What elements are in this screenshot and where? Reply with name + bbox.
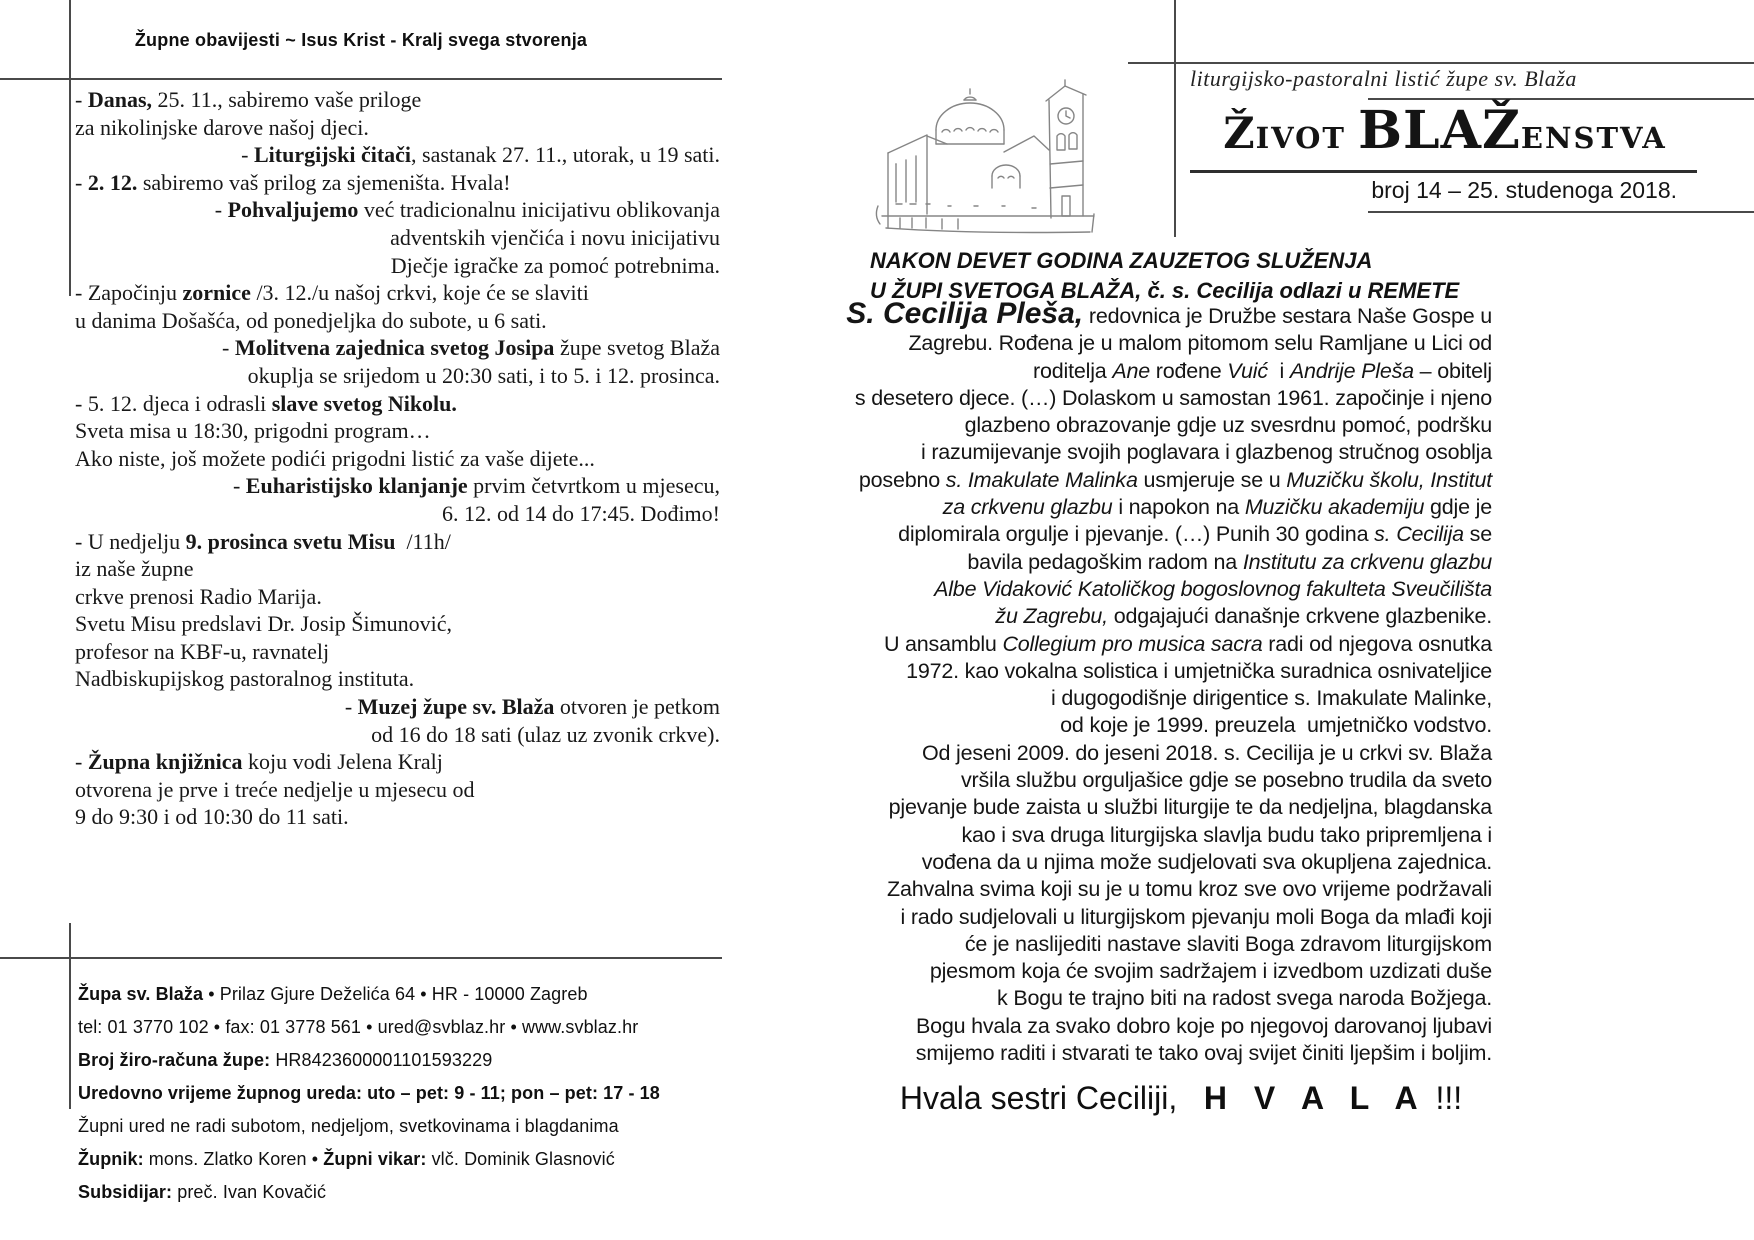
text-line — [870, 246, 1530, 276]
text-segment: Župa sv. Blaža — [78, 984, 204, 1004]
text-segment: !!! — [1426, 1080, 1463, 1116]
text-segment: Nadbiskupijskog pastoralnog instituta. — [75, 666, 415, 692]
text-line — [790, 576, 1492, 603]
text-line — [790, 685, 1492, 712]
text-line — [870, 1076, 1492, 1120]
article-body — [790, 297, 1492, 1067]
text-line — [790, 794, 1492, 821]
text-segment: roditelja — [1033, 358, 1113, 383]
text-segment: Zahvalna svima koji su je u tomu kroz sve ovo vrijeme podržavali — [887, 877, 1492, 902]
text-segment: Župni ured ne radi subotom, nedjeljom, svetkovinama i blagdanima — [78, 1116, 619, 1136]
text-segment: otvorena je prve i treće nedjelje u mjesecu od — [75, 776, 475, 802]
text-line — [75, 86, 720, 114]
text-line — [78, 1044, 738, 1077]
text-segment: 6. 12. od 14 do 17:45. Dođimo! — [441, 500, 720, 526]
text-segment: S. Cecilija Pleša, — [846, 297, 1084, 330]
text-segment: 9 do 9:30 i od 10:30 do 11 sati. — [75, 804, 349, 830]
text-segment: za nikolinjske darove našoj djeci. — [75, 114, 369, 140]
text-segment: adventskih vjenčića i novu inicijativu — [390, 224, 720, 250]
text-segment: U ansamblu — [883, 631, 1003, 656]
text-segment: Liturgijski čitači — [253, 142, 412, 168]
divider-line-horizontal-top-left — [0, 78, 722, 80]
text-line — [790, 1040, 1492, 1067]
text-segment: posebno — [858, 467, 946, 492]
text-line — [75, 665, 720, 693]
text-segment: 9. prosinca svetu Misu — [185, 528, 396, 554]
text-segment: H V A L A — [1203, 1080, 1427, 1116]
text-segment: tel: 01 3770 102 • fax: 01 3778 561 • ured@svblaz.hr • www.svblaz.hr — [78, 1017, 639, 1037]
announcements-list — [75, 86, 720, 831]
text-segment: – obitelj — [1413, 358, 1492, 383]
text-segment: Ane — [1112, 358, 1150, 383]
text-line — [75, 776, 720, 804]
text-segment: Dječje igračke za pomoć potrebnima. — [390, 252, 720, 278]
text-segment: - — [75, 87, 88, 112]
text-segment: vođena da u njima može sudjelovati sva okupljena zajednica. — [921, 849, 1492, 874]
text-segment: Muzičku školu, Institut — [1286, 467, 1492, 492]
masthead-title — [1185, 100, 1705, 164]
text-segment: od koje je 1999. preuzela umjetničko vodstvo. — [1060, 713, 1492, 738]
text-segment: mons. Zlatko Koren • — [143, 1149, 324, 1169]
text-line — [75, 638, 720, 666]
text-line — [75, 169, 720, 197]
text-line — [790, 549, 1492, 576]
text-segment: Molitvena zajednica svetog Josipa — [234, 335, 555, 361]
text-line — [75, 555, 720, 583]
text-segment: BLAŽ — [1358, 100, 1521, 161]
text-segment: prvim četvrtkom u mjesecu, — [467, 473, 720, 499]
text-line — [75, 390, 720, 418]
text-segment: bavila pedagoškim radom na — [967, 549, 1243, 574]
text-line — [75, 362, 720, 390]
text-line — [790, 822, 1492, 849]
text-segment: U ŽUPI SVETOGA BLAŽA, č. s. Cecilija odlazi u REMETE — [870, 278, 1460, 303]
text-segment: 2. 12. — [87, 169, 138, 195]
text-segment: Muzej župe sv. Blaža — [357, 694, 555, 720]
text-line — [790, 958, 1492, 985]
text-line — [78, 1143, 738, 1176]
text-line — [790, 385, 1492, 412]
text-segment: s. Cecilija — [1374, 522, 1464, 547]
text-segment: crkve prenosi Radio Marija. — [75, 583, 322, 609]
text-segment: Svetu Misu predslavi Dr. Josip Šimunović, — [75, 611, 453, 637]
text-line — [790, 767, 1492, 794]
text-segment: - — [214, 197, 228, 223]
text-segment: Bogu hvala za svako dobro koje po njegovoj darovanoj ljubavi — [915, 1013, 1492, 1038]
text-segment: s. Imakulate Malinka — [945, 467, 1138, 492]
text-line — [75, 803, 720, 831]
text-segment: vršila službu orguljašice gdje se posebno trudila da sveto — [961, 768, 1492, 793]
text-segment: pjesmom koja će svojim sadržajem i izvedbom uzdizati duše — [929, 959, 1492, 984]
text-segment: okuplja se srijedom u 20:30 sati, i to 5. i 12. prosinca. — [247, 362, 720, 388]
text-segment: pjevanje bude zaista u službi liturgije te da nedjeljna, blagdanska — [888, 795, 1492, 820]
text-segment: i — [1267, 358, 1290, 383]
text-line — [790, 740, 1492, 767]
masthead-tagline: liturgijsko-pastoralni listić župe sv. Blaža — [1190, 66, 1577, 91]
text-segment: Od jeseni 2009. do jeseni 2018. s. Cecilija je u crkvi sv. Blaža — [922, 740, 1492, 765]
article-closing-line — [870, 1076, 1492, 1120]
text-segment: od 16 do 18 sati (ulaz uz zvonik crkve). — [371, 721, 720, 747]
text-segment: gdje je — [1424, 495, 1492, 520]
text-segment: slave svetog Nikolu. — [271, 390, 457, 416]
text-line — [78, 978, 738, 1011]
text-segment: HR8423600001101593229 — [270, 1050, 493, 1070]
text-segment: Župni vikar: — [323, 1149, 427, 1169]
text-line — [75, 279, 720, 307]
text-segment: usmjeruje se u — [1137, 467, 1287, 492]
divider-line-horizontal-bottom-left — [0, 957, 722, 959]
text-line — [790, 330, 1492, 357]
text-segment: preč. Ivan Kovačić — [172, 1182, 327, 1202]
text-segment: odgajajući današnje crkvene glazbenike. — [1107, 604, 1492, 629]
text-line — [790, 631, 1492, 658]
text-segment: rođene — [1149, 358, 1228, 383]
text-segment: - — [344, 694, 358, 720]
text-segment: k Bogu te trajno biti na radost svega naroda Božjega. — [997, 986, 1492, 1011]
text-segment: Muzičku akademiju — [1244, 495, 1425, 520]
masthead-rule-under-issue — [1368, 211, 1754, 213]
text-segment: profesor na KBF-u, ravnatelj — [75, 638, 330, 664]
divider-line-horizontal-masthead — [1128, 62, 1754, 64]
text-segment: - 5. 12. djeca i odrasli — [75, 390, 272, 416]
text-segment: i razumijevanje svojih poglavara i glazbenog stručnog osoblja — [920, 440, 1492, 465]
text-segment: Collegium pro musica sacra — [1002, 631, 1263, 656]
parish-contact-block — [78, 978, 738, 1209]
text-segment: Župna knjižnica — [87, 749, 243, 775]
text-segment: Ž — [1223, 109, 1256, 159]
divider-line-vertical-masthead — [1174, 0, 1176, 237]
text-line — [75, 114, 720, 142]
text-segment: Pohvaljujemo — [227, 197, 359, 223]
text-line — [790, 603, 1492, 630]
text-line — [790, 849, 1492, 876]
text-line — [790, 1013, 1492, 1040]
text-segment: - — [241, 142, 254, 168]
text-segment: Institutu za crkvenu glazbu — [1242, 549, 1492, 574]
text-segment: 1972. kao vokalna solistica i umjetnička suradnica osnivateljice — [906, 658, 1492, 683]
page-title: Župne obavijesti ~ Isus Krist - Kralj svega stvorenja — [134, 30, 588, 50]
text-segment: Broj žiro-računa župe: — [78, 1050, 271, 1070]
text-segment: i dugogodišnje dirigentice s. Imakulate Malinke, — [1051, 686, 1492, 711]
text-line — [75, 748, 720, 776]
text-segment: Andrije Pleša — [1289, 358, 1414, 383]
text-segment: s desetero djece. (…) Dolaskom u samostan 1961. započinje i njeno — [854, 385, 1492, 410]
text-line — [790, 931, 1492, 958]
text-line — [790, 712, 1492, 739]
text-line — [78, 1176, 738, 1209]
text-segment: diplomirala orgulje i pjevanje. (…) Punih 30 godina — [898, 522, 1375, 547]
text-line — [790, 876, 1492, 903]
text-segment: se — [1463, 522, 1492, 547]
text-segment: ENSTVA — [1520, 121, 1667, 155]
text-segment: redovnica je Družbe sestara Naše Gospe u — [1083, 304, 1492, 328]
text-line — [790, 358, 1492, 385]
text-line — [75, 141, 720, 169]
text-segment: Albe Vidaković Katoličkog bogoslovnog fakulteta Sveučilišta — [934, 576, 1492, 601]
text-segment: - Započinju — [75, 280, 183, 306]
text-segment: - U nedjelju — [75, 528, 186, 554]
text-segment: /11h/ — [395, 528, 451, 554]
text-segment: će je naslijediti nastave slaviti Boga zdravom liturgijskom — [964, 931, 1492, 956]
text-segment: - — [75, 169, 88, 195]
text-line — [75, 693, 720, 721]
text-segment: u danima Došašća, od ponedjeljka do subote, u 6 sati. — [75, 307, 547, 333]
text-line — [75, 721, 720, 749]
text-line — [790, 904, 1492, 931]
text-line — [75, 307, 720, 335]
text-line — [790, 494, 1492, 521]
text-line — [790, 521, 1492, 548]
text-line — [790, 985, 1492, 1012]
text-segment: kao i sva druga liturgijska slavlja budu tako pripremljena i — [961, 822, 1492, 847]
text-line — [790, 439, 1492, 466]
text-segment: Subsidijar: — [78, 1182, 173, 1202]
text-line — [78, 1110, 738, 1143]
text-segment: Župnik: — [78, 1149, 144, 1169]
text-segment: koju vodi Jelena Kralj — [242, 749, 443, 775]
text-segment: Vuić — [1227, 358, 1268, 383]
divider-line-vertical-bottom-left — [69, 923, 71, 1109]
church-sketch-icon — [852, 56, 1114, 238]
text-segment: Zagrebu. Rođena je u malom pitomom selu Ramljane u Lici od — [908, 331, 1492, 356]
text-line — [75, 417, 720, 445]
text-segment: - — [232, 473, 246, 499]
text-line — [75, 472, 720, 500]
text-segment: /3. 12./u našoj crkvi, koje će se slaviti — [250, 280, 589, 306]
text-segment: Sveta misa u 18:30, prigodni program… — [75, 418, 431, 444]
text-line — [790, 297, 1492, 330]
text-line — [790, 412, 1492, 439]
text-segment: , sastanak 27. 11., utorak, u 19 sati. — [411, 142, 720, 168]
issue-line: broj 14 – 25. studenoga 2018. — [1371, 177, 1677, 203]
text-segment: 25. 11., sabiremo vaše priloge — [152, 87, 422, 112]
text-segment: župe svetog Blaža — [554, 335, 720, 361]
text-line — [790, 467, 1492, 494]
text-segment: Danas, — [87, 87, 153, 112]
text-line — [75, 196, 720, 224]
text-segment: glazbeno obrazovanje gdje uz svesrdnu pomoć, podršku — [964, 413, 1492, 438]
text-line — [75, 610, 720, 638]
text-line — [75, 583, 720, 611]
text-segment: • Prilaz Gjure Deželića 64 • HR - 10000 Zagreb — [203, 984, 588, 1004]
text-segment: Uredovno vrijeme župnog ureda: uto – pet: 9 - 11; pon – pet: 17 - 18 — [78, 1083, 660, 1103]
text-segment: radi od njegova osnutka — [1262, 631, 1492, 656]
text-line — [78, 1011, 738, 1044]
text-line — [75, 445, 720, 473]
text-segment: za crkvenu glazbu — [942, 495, 1113, 520]
text-line — [75, 528, 720, 556]
text-segment: već tradicionalnu inicijativu oblikovanja — [358, 197, 720, 223]
text-segment: otvoren je petkom — [554, 694, 720, 720]
text-segment: - — [222, 335, 235, 361]
text-segment: Euharistijsko klanjanje — [245, 473, 468, 499]
text-segment: sabiremo vaš prilog za sjemeništa. Hvala! — [137, 169, 511, 195]
text-line — [75, 252, 720, 280]
text-segment: NAKON DEVET GODINA ZAUZETOG SLUŽENJA — [870, 248, 1373, 273]
text-line — [75, 500, 720, 528]
masthead-rule-under-title — [1190, 170, 1697, 173]
text-segment: Ako niste, još možete podići prigodni listić za vaše dijete... — [75, 445, 595, 471]
text-segment: žu Zagrebu, — [995, 604, 1108, 629]
text-segment: iz naše župne — [75, 556, 194, 582]
text-segment: zornice — [182, 280, 251, 306]
text-segment: IVOT — [1255, 121, 1359, 155]
text-line — [75, 224, 720, 252]
text-line — [790, 658, 1492, 685]
text-line — [78, 1077, 738, 1110]
text-segment: - — [75, 749, 88, 775]
text-segment: i rado sudjelovali u liturgijskom pjevanju moli Boga da mlađi koji — [900, 904, 1492, 929]
text-segment: vlč. Dominik Glasnović — [426, 1149, 615, 1169]
text-segment: smijemo raditi i stvarati te tako ovaj svijet činiti ljepšim i boljim. — [915, 1041, 1492, 1066]
text-segment: i napokon na — [1112, 495, 1245, 520]
text-line — [75, 334, 720, 362]
text-segment: Hvala sestri Ceciliji, — [899, 1080, 1204, 1116]
